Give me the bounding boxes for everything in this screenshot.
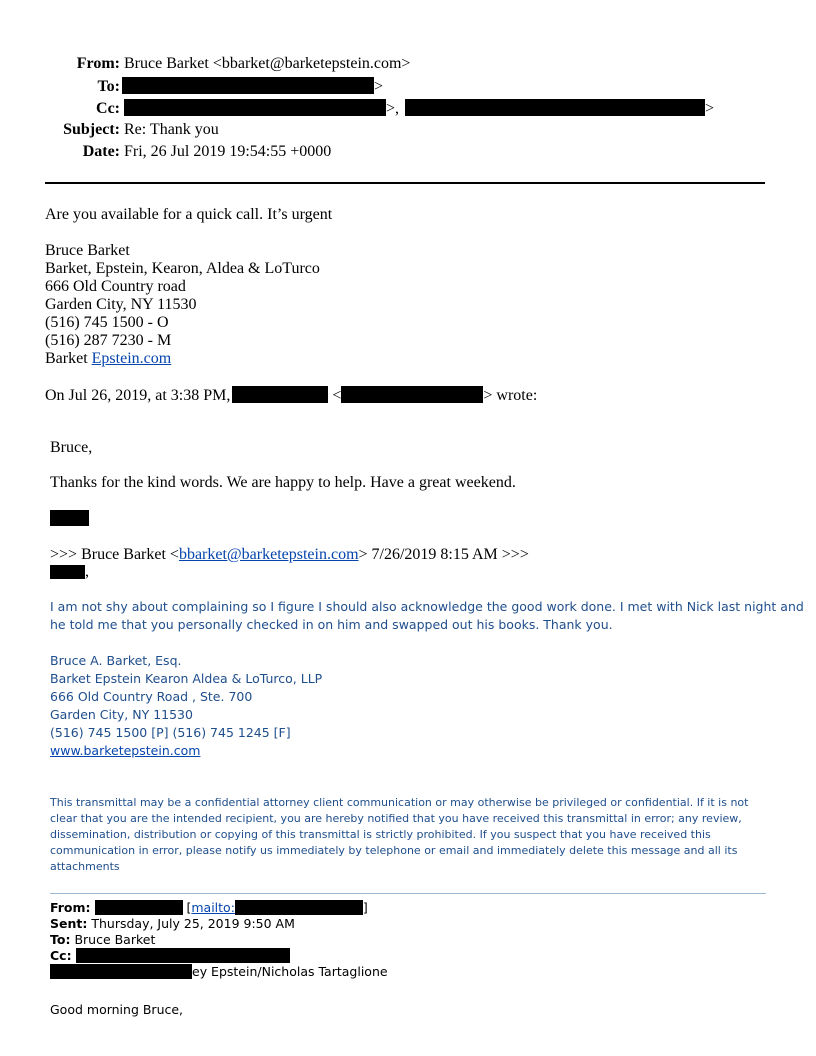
quote-intro-lt: <	[332, 387, 342, 404]
cc-suffix: >	[705, 100, 715, 117]
signature-prefix: Barket	[45, 350, 92, 367]
email-header-to	[0, 77, 383, 96]
forward-sent-label: Sent:	[50, 916, 88, 931]
forward-to-label: To:	[50, 932, 71, 947]
email-header-subject	[0, 121, 219, 139]
website-link[interactable]: www.barketepstein.com	[50, 743, 201, 758]
subject-label: Subject:	[63, 121, 120, 138]
signature-line: 666 Old Country road	[45, 278, 186, 295]
prior-suffix: > 7/26/2019 8:15 AM >>>	[358, 546, 529, 563]
quote-intro-suffix: > wrote:	[483, 387, 538, 404]
original-signature	[50, 652, 322, 760]
from-value[interactable]: Bruce Barket <bbarket@barketepstein.com>	[124, 55, 411, 72]
forward-to	[50, 932, 155, 948]
signature-line: 666 Old Country Road , Ste. 700	[50, 689, 253, 704]
signature-line: (516) 287 7230 - M	[45, 332, 172, 349]
signature-link[interactable]: Epstein.com	[91, 350, 172, 367]
prior-email-link[interactable]: bbarket@barketepstein.com	[178, 546, 359, 563]
original-body-line: he told me that you personally checked in on him and swapped out his books. Thank you.	[50, 617, 613, 632]
signature-line: Barket Epstein Kearon Aldea & LoTurco, LLP	[50, 671, 323, 686]
email-header-from	[0, 55, 410, 73]
header-divider	[45, 182, 765, 184]
forward-cc-label: Cc:	[50, 948, 72, 963]
mailto-close: ]	[362, 900, 368, 915]
signature-line: Garden City, NY 11530	[45, 296, 197, 313]
redaction-block	[122, 77, 374, 94]
redaction-block	[235, 900, 363, 915]
email-header-date	[0, 143, 331, 161]
signature-line: Garden City, NY 11530	[50, 707, 193, 722]
reply-signature	[45, 242, 320, 368]
redaction-block	[50, 565, 85, 579]
forward-sent	[50, 916, 295, 932]
redaction-block	[95, 900, 183, 915]
quote-intro	[45, 386, 537, 405]
forward-greeting: Good morning Bruce,	[50, 1002, 184, 1017]
redaction-block	[124, 99, 386, 116]
prior-prefix: >>> Bruce Barket <	[50, 546, 179, 563]
signature-line: Bruce Barket	[45, 242, 130, 259]
subject-value: Re: Thank you	[124, 121, 219, 138]
forward-cc-continued	[50, 964, 388, 980]
forward-cc-tail: ey Epstein/Nicholas Tartaglione	[192, 964, 388, 979]
forward-divider	[50, 893, 766, 894]
signature-line	[45, 350, 320, 368]
redaction-block	[50, 964, 192, 979]
redaction-block	[76, 948, 290, 963]
original-body	[50, 598, 804, 634]
forward-sent-value: Thursday, July 25, 2019 9:50 AM	[91, 916, 295, 931]
to-suffix: >	[374, 78, 384, 95]
cc-separator: >,	[386, 100, 400, 117]
quote-intro-prefix: On Jul 26, 2019, at 3:38 PM,	[45, 387, 231, 404]
prior-comma: ,	[85, 563, 89, 580]
original-body-line: I am not shy about complaining so I figure I should also acknowledge the good work done. I met with Nick last night and	[50, 599, 804, 614]
forward-from-label: From:	[50, 900, 91, 915]
forward-to-value: Bruce Barket	[74, 932, 156, 947]
confidentiality-disclaimer: This transmittal may be a confidential attorney client communication or may otherwise be privileged or confidential. If it is not clear that you are the intended recipient, you are hereby notified that you have received this transmittal in error; any review, dissemination, distribution or copying of this transmittal is strictly prohibited. If you suspect that you have received this communication in error, please notify us immediately by telephone or email and immediately delete this message and all its attachments	[50, 796, 749, 873]
prior-message-header	[50, 546, 529, 564]
signature-line: Bruce A. Barket, Esq.	[50, 653, 182, 668]
date-value: Fri, 26 Jul 2019 19:54:55 +0000	[124, 143, 332, 160]
redaction-block	[405, 99, 705, 116]
date-label: Date:	[82, 143, 120, 160]
redaction-block	[232, 386, 328, 403]
mailto-open: [	[186, 900, 192, 915]
email-header-cc	[0, 99, 714, 118]
forward-cc	[50, 948, 290, 964]
redaction-block	[341, 386, 483, 403]
to-label: To:	[97, 78, 120, 95]
cc-label: Cc:	[96, 100, 120, 117]
signature-line: (516) 745 1500 - O	[45, 314, 169, 331]
redaction-block	[50, 510, 89, 526]
signature-line: (516) 745 1500 [P] (516) 745 1245 [F]	[50, 725, 291, 740]
quoted-body: Thanks for the kind words. We are happy to help. Have a great weekend.	[50, 474, 516, 491]
forward-from	[50, 900, 368, 916]
quoted-greeting: Bruce,	[50, 439, 93, 456]
prior-recipient	[50, 563, 89, 581]
mailto-link[interactable]: mailto:	[191, 900, 235, 915]
signature-line: Barket, Epstein, Kearon, Aldea & LoTurco	[45, 260, 320, 277]
from-label: From:	[76, 55, 120, 72]
reply-body: Are you available for a quick call. It’s urgent	[45, 206, 333, 223]
